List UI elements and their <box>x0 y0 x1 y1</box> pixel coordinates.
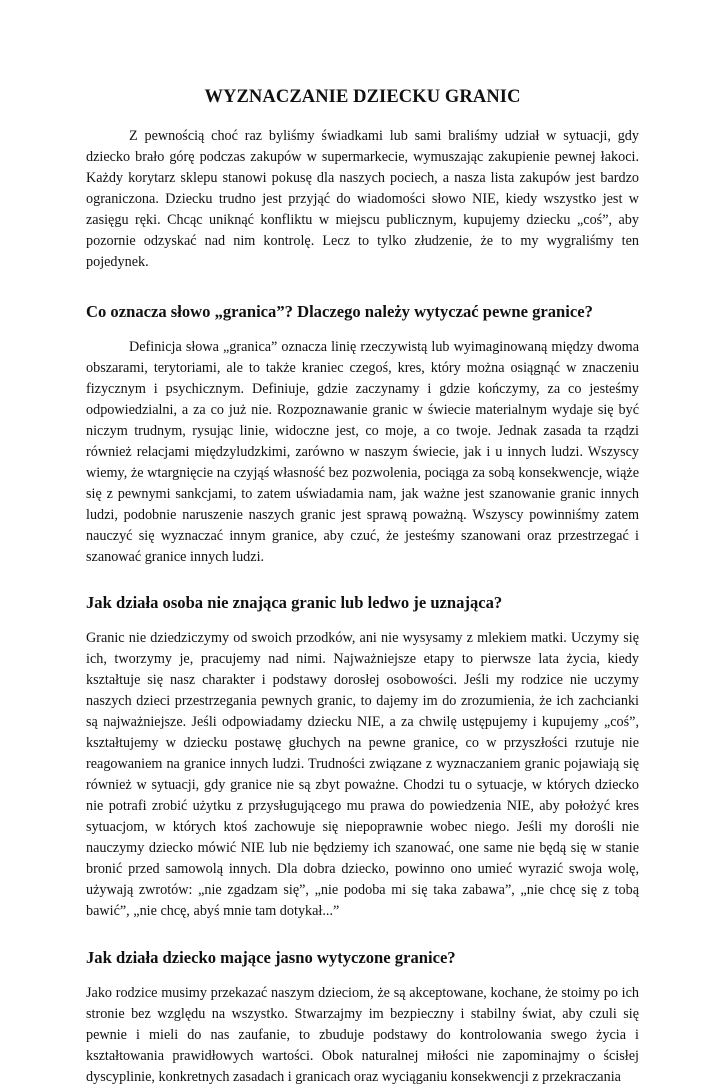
document-title: WYZNACZANIE DZIECKU GRANIC <box>204 87 521 107</box>
section-heading-person-without-boundaries: Jak działa osoba nie znająca granic lub ledwo je uznająca? <box>86 593 503 612</box>
section-body-person-without-boundaries: Granic nie dziedziczymy od swoich przodków, ani nie wysysamy z mlekiem matki. Uczymy się ich, tworzymy je, pracujemy nad nimi. Najważniejsze etapy to pierwsze lata życia, kiedy kształtuje się nasz charakter i podstawy dorosłej osobowości. Jeśli my rodzice nie uczymy naszych dzieci przestrzegania pewnych granic, to dajemy im do zrozumienia, że ich zachcianki są najważniejsze. Jeśli odpowiadamy dziecku NIE, a za chwilę ustępujemy i kupujemy „coś”, kształtujemy w dziecku postawę głuchych na pewne granice, co w przyszłości rzutuje nie reagowaniem na granice innych ludzi. Trudności związane z wyznaczaniem granic pojawiają się również w sytuacji, gdy granice nie są zbyt poważne. Chodzi tu o sytuacje, w których dziecko nie potrafi zrobić użytku z przysługującego mu prawa do powiedzenia NIE, aby położyć kres sytuacjom, w których ktoś zachowuje się niepoprawnie wobec niego. Jeśli my dorośli nie nauczymy dziecko mówić NIE lub nie będziemy ich szanować, one same nie będą się w stanie bronić przed samowolą innych. Dla dobra dziecko, powinno ono umieć wyrazić swoja wolę, używają zwrotów: „nie zgadzam się”, „nie podoba mi się taka zabawa”, „nie chcę się z tobą bawić”, „nie chcę, abyś mnie tam dotykał...” <box>86 630 639 919</box>
section-heading-child-with-boundaries: Jak działa dziecko mające jasno wytyczone granice? <box>86 948 456 967</box>
document-page <box>86 84 639 1088</box>
section-body-meaning-of-boundary: Definicja słowa „granica” oznacza linię rzeczywistą lub wyimaginowaną między dwoma obszarami, terytoriami, ale to także kraniec czegoś, kres, który można osiągnąć w znaczeniu fizycznym i psychicznym. Definiuje, gdzie zaczynamy i gdzie kończymy, za co jesteśmy odpowiedzialni, a za co już nie. Rozpoznawanie granic w świecie materialnym wydaje się być niczym trudnym, rysując linie, widoczne jest, co moje, a co twoje. Jednak zasada ta rządzi również relacjami międzyludzkimi, zarówno w naszym świecie, jak i u innych ludzi. Wszyscy wiemy, że wtargnięcie na czyjąś własność bez pozwolenia, pociąga za sobą konsekwencje, wiąże się z pewnymi sankcjami, to zatem uświadamia nam, jak ważne jest szanowanie granic innych ludzi, podobnie naruszenie naszych granic jest sprawą poważną. Wszyscy powinniśmy zatem nauczyć się wyznaczać innym granice, aby czuć, że jesteśmy szanowani oraz przestrzegać i szanować granice innych ludzi. <box>86 339 639 565</box>
section-body-child-with-boundaries: Jako rodzice musimy przekazać naszym dzieciom, że są akceptowane, kochane, że stoimy po ich stronie bez względu na wszystko. Stwarzajmy im bezpieczny i stabilny świat, aby czuli się pewnie i mieli do nas zaufanie, to zbuduje podstawy do kontrolowania swego życia i kształtowania prawidłowych wartości. Obok naturalnej miłości nie zapominajmy o ścisłej dyscyplinie, konkretnych zasadach i granicach oraz wyciąganiu konsekwencji z przekraczania <box>86 985 639 1085</box>
intro-paragraph: Z pewnością choć raz byliśmy świadkami lub sami braliśmy udział w sytuacji, gdy dziecko brało górę podczas zakupów w supermarkecie, wymuszając zakupienie pewnej łakoci. Każdy korytarz sklepu stanowi pokusę dla naszych pociech, a nasza lista zakupów jest bardzo ograniczona. Dziecku trudno jest przyjąć do wiadomości słowo NIE, kiedy wszystko jest w zasięgu ręki. Chcąc uniknąć konfliktu w miejscu publicznym, kupujemy dziecku „coś”, aby pozornie odzyskać nad nim kontrolę. Lecz to tylko złudzenie, że to my wygraliśmy ten pojedynek. <box>86 128 639 270</box>
section-heading-meaning-of-boundary: Co oznacza słowo „granica”? Dlaczego należy wytyczać pewne granice? <box>86 302 593 321</box>
